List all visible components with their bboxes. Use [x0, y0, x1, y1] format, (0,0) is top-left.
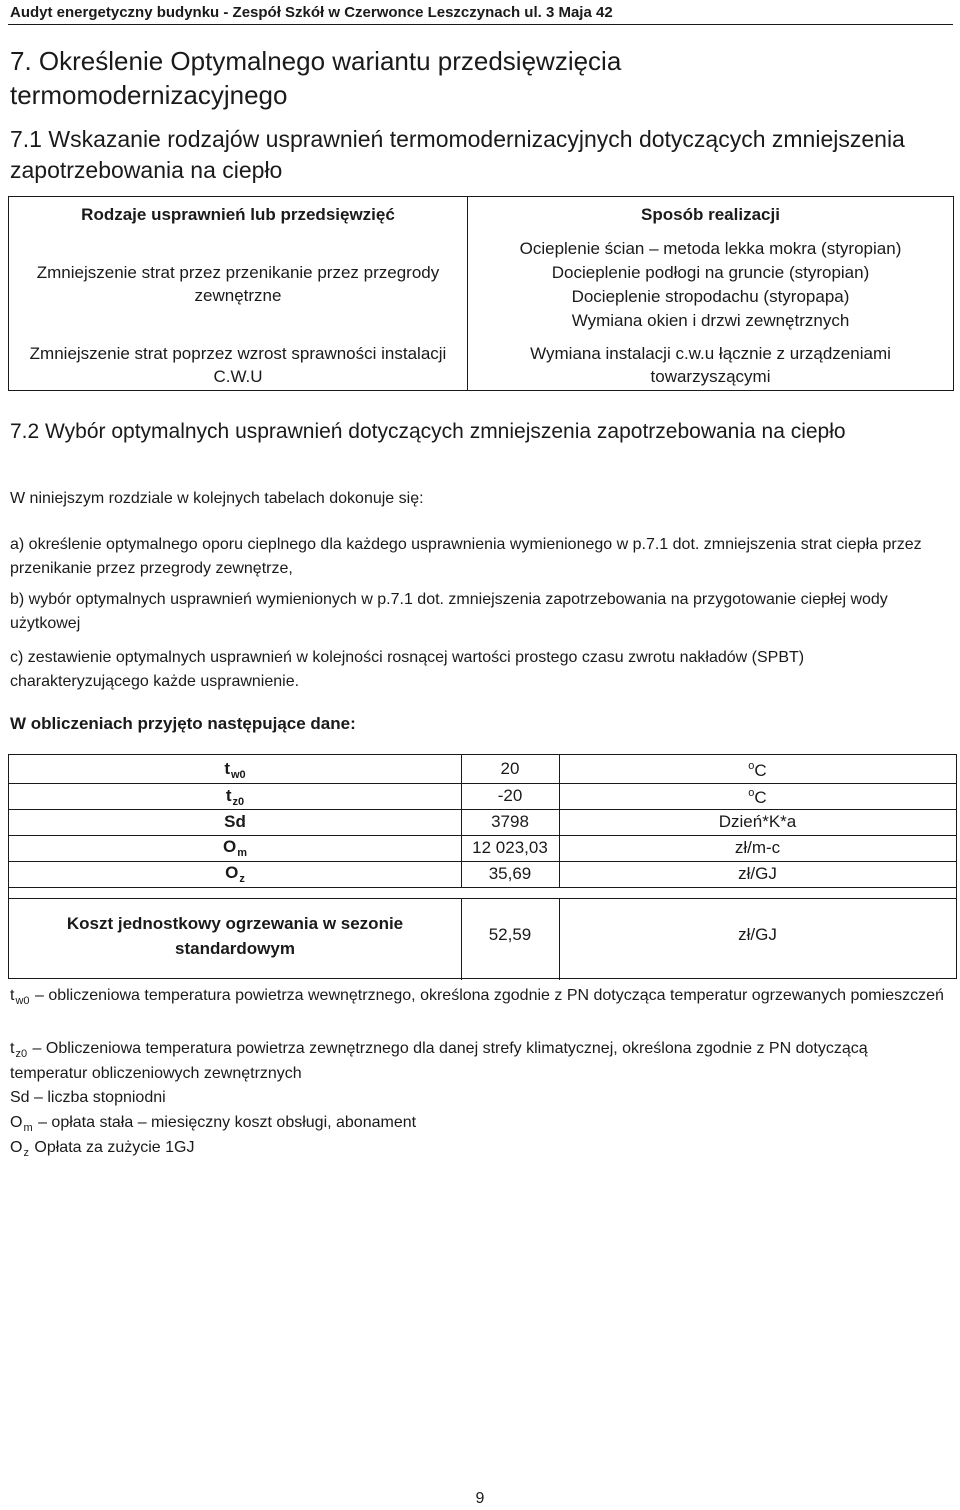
- method-line: Wymiana instalacji c.w.u łącznie z urządzeniami towarzyszącymi: [530, 344, 891, 386]
- value-cell: 3798: [491, 812, 529, 831]
- unit-cell: Dzień*K*a: [718, 812, 797, 831]
- symbol-subscript: w0: [230, 769, 246, 781]
- method-line: Ocieplenie ścian – metoda lekka mokra (styropian): [519, 239, 902, 258]
- value-cell: 12 023,03: [472, 838, 548, 857]
- legend-om: [10, 1111, 945, 1136]
- unit: C: [754, 788, 767, 807]
- legend-symbol: O: [10, 1114, 23, 1131]
- col-header-method: Sposób realizacji: [641, 205, 780, 224]
- legend-description: – obliczeniowa temperatura powietrza wewnętrznego, określona zgodnie z PN dotycząca temperatur ogrzewanych pomieszczeń: [34, 987, 944, 1004]
- legend-tw0: [10, 984, 945, 1009]
- legend-symbol: t: [10, 1040, 15, 1057]
- symbol: Sd: [224, 812, 246, 831]
- legend-subscript: w0: [15, 995, 30, 1007]
- cost-unit: zł/GJ: [738, 925, 777, 944]
- row-divider: [9, 898, 956, 899]
- legend-description: – Obliczeniowa temperatura powietrza zewnętrznego dla danej strefy klimatycznej, określona zgodnie z PN dotyczącą temperatur obliczeniowych zewnętrznych: [10, 1040, 868, 1082]
- symbol-subscript: z0: [232, 796, 245, 808]
- cost-value: 52,59: [488, 925, 532, 944]
- symbol-cell: [9, 863, 461, 885]
- symbol-cell: [9, 786, 461, 808]
- intro-paragraph: W niniejszym rozdziale w kolejnych tabelach dokonuje się:: [10, 490, 424, 507]
- subsection-7-2-title: 7.2 Wybór optymalnych usprawnień dotyczących zmniejszenia zapotrzebowania na ciepło: [10, 420, 846, 443]
- legend-subscript: z0: [15, 1048, 28, 1060]
- col-header-types: Rodzaje usprawnień lub przedsięwzięć: [81, 205, 395, 224]
- symbol-cell: [9, 837, 461, 859]
- page-number: 9: [475, 1490, 485, 1507]
- legend-oz: [10, 1136, 945, 1161]
- assumptions-table: [8, 754, 957, 979]
- legend-subscript: m: [23, 1122, 33, 1134]
- symbol: O: [225, 863, 239, 882]
- value-cell: 35,69: [488, 864, 532, 883]
- value-cell: -20: [497, 786, 523, 805]
- symbol: t: [224, 759, 230, 778]
- symbol-subscript: z: [239, 873, 245, 885]
- unit-superscript: o: [748, 760, 755, 772]
- symbol-subscript: m: [237, 847, 247, 859]
- legend-description: – opłata stała – miesięczny koszt obsługi, abonament: [38, 1114, 417, 1131]
- legend-symbol: t: [10, 987, 15, 1004]
- legend-description: – liczba stopniodni: [34, 1089, 166, 1106]
- unit-cell: [559, 788, 956, 810]
- row-divider: [9, 835, 956, 836]
- symbol: O: [222, 837, 237, 856]
- improvements-table: [8, 196, 954, 391]
- assumptions-heading: W obliczeniach przyjęto następujące dane:: [10, 714, 356, 733]
- improvement-type: Zmniejszenie strat poprzez wzrost sprawności instalacji C.W.U: [29, 344, 447, 386]
- legend-description: Opłata za zużycie 1GJ: [34, 1139, 195, 1156]
- unit-cell: [559, 761, 956, 783]
- legend-tz0: [10, 1037, 945, 1086]
- list-item-b: b) wybór optymalnych usprawnień wymienionych w p.7.1 dot. zmniejszenia zapotrzebowania na przygotowanie ciepłej wody użytkowej: [10, 591, 888, 632]
- symbol-cell: [9, 759, 461, 781]
- legend-symbol: O: [10, 1139, 23, 1156]
- header-divider: [8, 24, 953, 25]
- list-item-a: a) określenie optymalnego oporu cieplnego dla każdego usprawnienia wymienionego w p.7.1 dot. zmniejszenia strat ciepła przez przenikanie przez przegrody zewnętrze,: [10, 536, 922, 577]
- legend-subscript: z: [23, 1147, 29, 1159]
- symbol: t: [225, 786, 232, 805]
- row-divider: [9, 783, 956, 784]
- legend-symbol: Sd: [10, 1089, 30, 1106]
- method-line: Docieplenie stropodachu (styropapa): [571, 287, 850, 306]
- subsection-7-1-title: 7.1 Wskazanie rodzajów usprawnień termomodernizacyjnych dotyczących zmniejszenia zapotrzebowania na ciepło: [10, 126, 905, 183]
- cost-label: Koszt jednostkowy ogrzewania w sezonie standardowym: [66, 914, 404, 958]
- improvement-type: Zmniejszenie strat przez przenikanie przez przegrody zewnętrzne: [36, 263, 440, 305]
- header-title: Audyt energetyczny budynku - Zespół Szkół w Czerwonce Leszczynach ul. 3 Maja 42: [10, 4, 613, 21]
- value-cell: 20: [500, 759, 520, 778]
- row-divider: [9, 861, 956, 862]
- method-line: Docieplenie podłogi na gruncie (styropian): [551, 263, 870, 282]
- unit-superscript: o: [748, 787, 755, 799]
- symbol-cell: [9, 812, 461, 832]
- section-title: 7. Określenie Optymalnego wariantu przedsięwzięcia termomodernizacyjnego: [10, 46, 622, 110]
- list-item-c: c) zestawienie optymalnych usprawnień w kolejności rosnącej wartości prostego czasu zwrotu nakładów (SPBT) charakteryzującego każde usprawnienie.: [10, 649, 805, 690]
- legend-sd: [10, 1086, 945, 1110]
- method-line: Wymiana okien i drzwi zewnętrznych: [571, 311, 850, 330]
- unit-cell: zł/m-c: [734, 838, 781, 857]
- unit: C: [754, 761, 767, 780]
- row-divider: [9, 887, 956, 888]
- unit-cell: zł/GJ: [738, 864, 777, 883]
